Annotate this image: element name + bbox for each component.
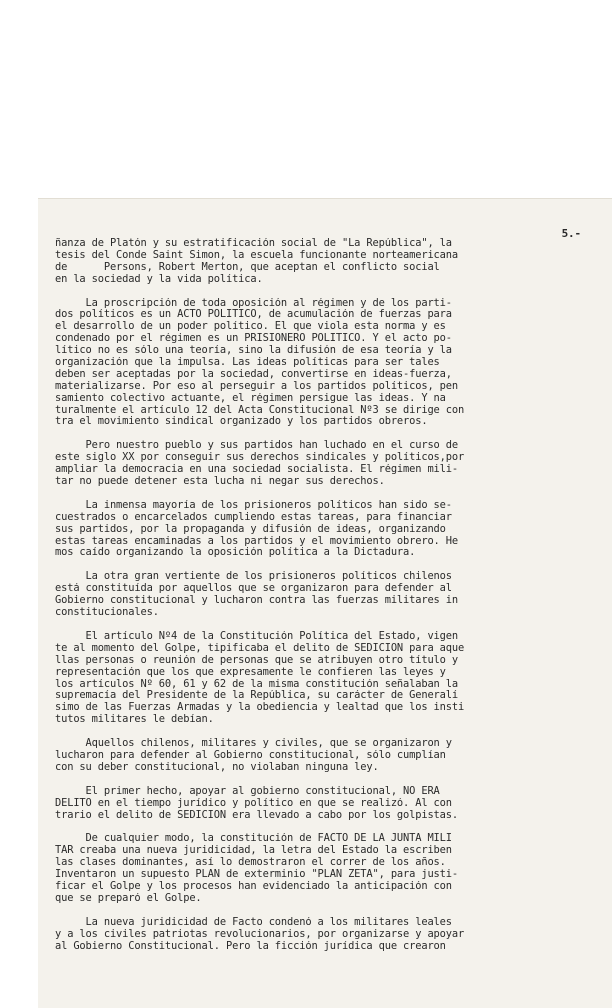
document-body	[55, 220, 583, 964]
text-line: Inventaron un supuesto PLAN de exterminio "PLAN ZETA", para justi-	[55, 869, 458, 881]
paragraphs	[55, 238, 583, 952]
page-number: 5.-	[561, 227, 581, 240]
text-line: las clases dominantes, así lo demostraron el correr de los años.	[55, 857, 446, 869]
text-line: ampliar la democracia en una sociedad socialista. El régimen mili-	[55, 464, 458, 476]
text-line: de Persons, Robert Merton, que aceptan el conflicto social	[55, 261, 440, 273]
text-line: samiento colectivo actuante, el régimen persigue las ideas. Y na	[55, 392, 446, 404]
text-line: La inmensa mayoría de los prisioneros políticos han sido se-	[55, 499, 452, 511]
paragraph	[55, 571, 583, 619]
text-line: sus partidos, por la propaganda y difusión de ideas, organizando	[55, 523, 446, 535]
paragraph	[55, 738, 583, 774]
text-line: materializarse. Por eso al perseguir a los partidos políticos, pen	[55, 380, 458, 392]
text-line: que se preparó el Golpe.	[55, 892, 202, 904]
text-line: llas personas o reunión de personas que se atribuyen otro título y	[55, 654, 458, 666]
text-line: al Gobierno Constitucional. Pero la ficción jurídica que crearon	[55, 940, 446, 952]
text-line: Aquellos chilenos, militares y civiles, que se organizaron y	[55, 738, 452, 750]
paragraph	[55, 500, 583, 559]
text-line: Pero nuestro pueblo y sus partidos han luchado en el curso de	[55, 440, 458, 452]
text-line: organización que la impulsa. Las ideas políticas para ser tales	[55, 357, 440, 369]
text-line: el desarrollo de un poder político. El que viola esta norma y es	[55, 321, 446, 333]
text-line: simo de las Fuerzas Armadas y la obediencia y lealtad que los insti	[55, 702, 465, 714]
text-line: deben ser aceptadas por la sociedad, convertirse en ideas-fuerza,	[55, 368, 452, 380]
paragraph	[55, 917, 583, 953]
text-line: De cualquier modo, la constitución de FACTO DE LA JUNTA MILI	[55, 833, 452, 845]
text-line: trario el delito de SEDICION era llevado a cabo por los golpistas.	[55, 809, 458, 821]
text-line: y a los civiles patriotas revolucionarios, por organizarse y apoyar	[55, 928, 465, 940]
text-line: condenado por el régimen es un PRISIONERO POLITICO. Y el acto po-	[55, 333, 452, 345]
text-line: dos políticos es un ACTO POLITICO, de acumulación de fuerzas para	[55, 309, 452, 321]
paragraph	[55, 786, 583, 822]
text-line: mos caído organizando la oposición política a la Dictadura.	[55, 547, 416, 559]
text-line: La otra gran vertiente de los prisioneros políticos chilenos	[55, 571, 452, 583]
text-line: en la sociedad y la vida política.	[55, 273, 263, 285]
text-line: DELITO en el tiempo jurídico y político en que se realizó. Al con	[55, 797, 452, 809]
text-line: TAR creaba una nueva juridicidad, la letra del Estado la escriben	[55, 845, 452, 857]
text-line: ñanza de Platón y su estratificación social de "La República", la	[55, 238, 452, 249]
paragraph	[55, 631, 583, 726]
text-line: turalmente el artículo 12 del Acta Constitucional Nº3 se dirige con	[55, 404, 465, 416]
text-line: estas tareas encaminadas a los partidos y el movimiento obrero. He	[55, 535, 458, 547]
text-line: tra el movimiento sindical organizado y los partidos obreros.	[55, 416, 428, 428]
text-line: La nueva juridicidad de Facto condenó a los militares leales	[55, 916, 452, 928]
text-line: los artículos Nº 60, 61 y 62 de la misma constitución señalaban la	[55, 678, 458, 690]
text-line: tesis del Conde Saint Simon, la escuela funcionante norteamericana	[55, 249, 458, 261]
paragraph	[55, 238, 583, 286]
text-line: representación que los que expresamente le confieren las leyes y	[55, 666, 446, 678]
text-line: La proscripción de toda oposición al régimen y de los parti-	[55, 297, 452, 309]
text-line: El primer hecho, apoyar al gobierno constitucional, NO ERA	[55, 785, 440, 797]
text-line: El artículo Nº4 de la Constitución Política del Estado, vigen	[55, 630, 458, 642]
text-line: tutos militares le debían.	[55, 714, 214, 726]
paragraph	[55, 440, 583, 488]
text-line: está constituída por aquellos que se organizaron para defender al	[55, 583, 452, 595]
text-line: cuestrados o encarcelados cumpliendo estas tareas, para financiar	[55, 511, 452, 523]
text-line: supremacía del Presidente de la República, su carácter de Generalí	[55, 690, 458, 702]
text-line: Gobierno constitucional y lucharon contra las fuerzas militares in	[55, 595, 458, 607]
text-line: con su deber constitucional, no violaban ninguna ley.	[55, 761, 379, 773]
text-line: constitucionales.	[55, 607, 159, 619]
paragraph	[55, 298, 583, 429]
text-line: este siglo XX por conseguir sus derechos sindicales y políticos,por	[55, 452, 465, 464]
text-line: ficar el Golpe y los procesos han evidenciado la anticipación con	[55, 880, 452, 892]
text-line: tar no puede detener esta lucha ni negar sus derechos.	[55, 476, 385, 488]
text-line: lucharon para defender al Gobierno constitucional, sólo cumplían	[55, 749, 446, 761]
text-line: lítico no es sólo una teoría, sino la difusión de esa teoría y la	[55, 345, 452, 357]
paragraph	[55, 833, 583, 904]
text-line: te al momento del Golpe, tipificaba el delito de SEDICION para aque	[55, 642, 465, 654]
